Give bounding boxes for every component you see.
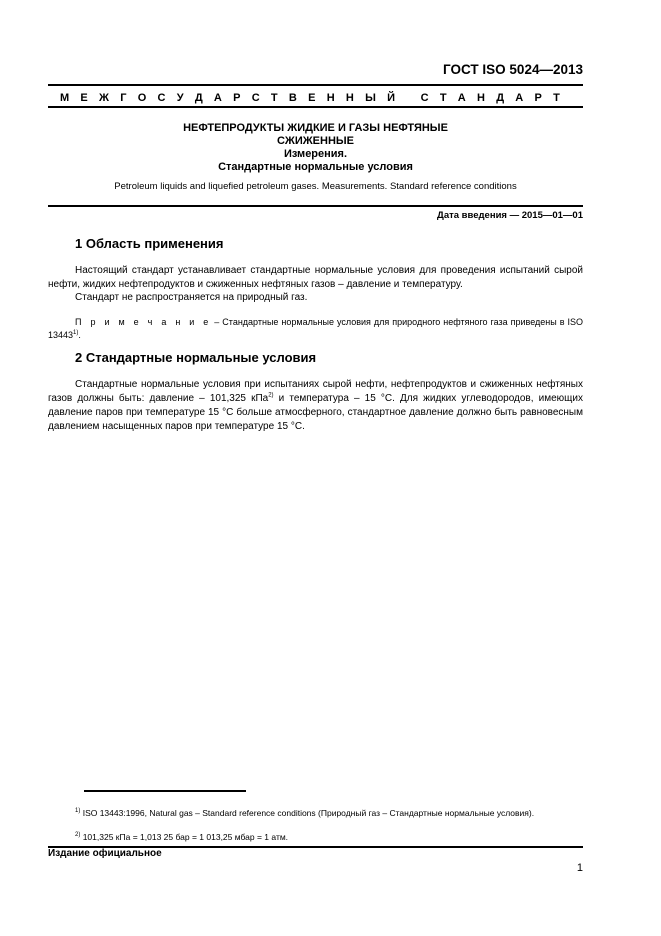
- interstate-letter: Т: [439, 92, 447, 104]
- title-line-4: Стандартные нормальные условия: [218, 161, 413, 173]
- document-number: ГОСТ ISO 5024—2013: [443, 62, 583, 77]
- title-line-1: НЕФТЕПРОДУКТЫ ЖИДКИЕ И ГАЗЫ НЕФТЯНЫЕ: [183, 122, 448, 134]
- note: [48, 316, 583, 342]
- interstate-letter: С: [420, 92, 429, 104]
- header-rule-top: [48, 84, 583, 86]
- footnote-2: [48, 832, 583, 843]
- section-2-heading: 2 Стандартные нормальные условия: [75, 350, 317, 365]
- interstate-letter: Г: [120, 92, 127, 104]
- footnote-2-mark: 2): [75, 832, 81, 839]
- interstate-letter: Н: [345, 92, 354, 104]
- section-2-text-a: Стандартные нормальные условия при испытаниях сырой нефти, нефтепродуктов и сжиженных нефтяных газов должны быть: давление – 101,325 кПа: [48, 379, 583, 404]
- footnote-separator: [84, 790, 246, 792]
- note-end: .: [78, 330, 81, 340]
- interstate-letter: Ы: [365, 92, 376, 104]
- title-line-2: СЖИЖЕННЫЕ: [276, 135, 355, 147]
- page-number: 1: [576, 862, 583, 874]
- interstate-letter: Р: [534, 92, 542, 104]
- section-1-paragraph-1: Настоящий стандарт устанавливает стандартные нормальные условия для проведения испытаний сырой нефти, жидких нефтепродуктов и сжиженных нефтяных газов – давление и температуру.: [48, 265, 583, 290]
- section-1-paragraph-2: Стандарт не распространяется на природный газ.: [75, 292, 308, 303]
- interstate-letter: А: [515, 92, 524, 104]
- interstate-standard-banner: [60, 92, 560, 104]
- edition-label: Издание официальное: [48, 848, 162, 859]
- interstate-letter: М: [60, 92, 70, 104]
- footnote-1-mark: 1): [75, 808, 81, 815]
- section-2-paragraph: [48, 378, 583, 434]
- footnote-2-text: 101,325 кПа = 1,013 25 бар = 1 013,25 мбар = 1 атм.: [80, 832, 289, 842]
- interstate-letter: Е: [308, 92, 316, 104]
- interstate-letter: А: [457, 92, 466, 104]
- interstate-letter: Е: [80, 92, 88, 104]
- interstate-letter: Д: [496, 92, 505, 104]
- interstate-letter: [406, 92, 409, 104]
- interstate-letter: С: [251, 92, 260, 104]
- interstate-letter: У: [176, 92, 184, 104]
- interstate-letter: А: [213, 92, 222, 104]
- interstate-letter: Ж: [99, 92, 109, 104]
- title-block: [48, 122, 583, 174]
- interstate-letter: Р: [233, 92, 241, 104]
- header-rule-bottom: [48, 106, 583, 108]
- interstate-letter: Н: [477, 92, 485, 104]
- interstate-letter: Н: [326, 92, 335, 104]
- english-title: Petroleum liquids and liquefied petroleum gases. Measurements. Standard reference conditions: [114, 181, 517, 192]
- section-2-footnote-ref: 2): [268, 392, 274, 399]
- interstate-letter: В: [288, 92, 297, 104]
- section-1-heading: 1 Область применения: [75, 236, 224, 251]
- footnote-1: [48, 808, 583, 819]
- note-text: – Стандартные нормальные условия для природного нефтяного газа приведены в ISO 13443: [48, 317, 583, 340]
- interstate-letter: Т: [270, 92, 278, 104]
- note-footnote-ref: 1): [73, 330, 79, 336]
- interstate-letter: Д: [194, 92, 203, 104]
- section-2-text-b: и температура – 15 °С. Для жидких углеводородов, имеющих давление паров при температуре 15 °С больше атмосферного, стандартное давление должно быть равновесным давлением насыщенных паров при температуре 15 °С.: [48, 393, 583, 432]
- interstate-letter: Й: [387, 92, 396, 104]
- note-label: П р и м е ч а н и е: [75, 317, 212, 327]
- interstate-letter: Т: [553, 92, 560, 104]
- title-line-3: Измерения.: [283, 148, 348, 160]
- introduction-date: Дата введения — 2015—01—01: [437, 210, 583, 221]
- interstate-letter: О: [137, 92, 147, 104]
- footnote-1-text: ISO 13443:1996, Natural gas – Standard reference conditions (Природный газ – Стандартные нормальные условия).: [80, 808, 535, 818]
- interstate-letter: С: [157, 92, 166, 104]
- title-rule: [48, 205, 583, 207]
